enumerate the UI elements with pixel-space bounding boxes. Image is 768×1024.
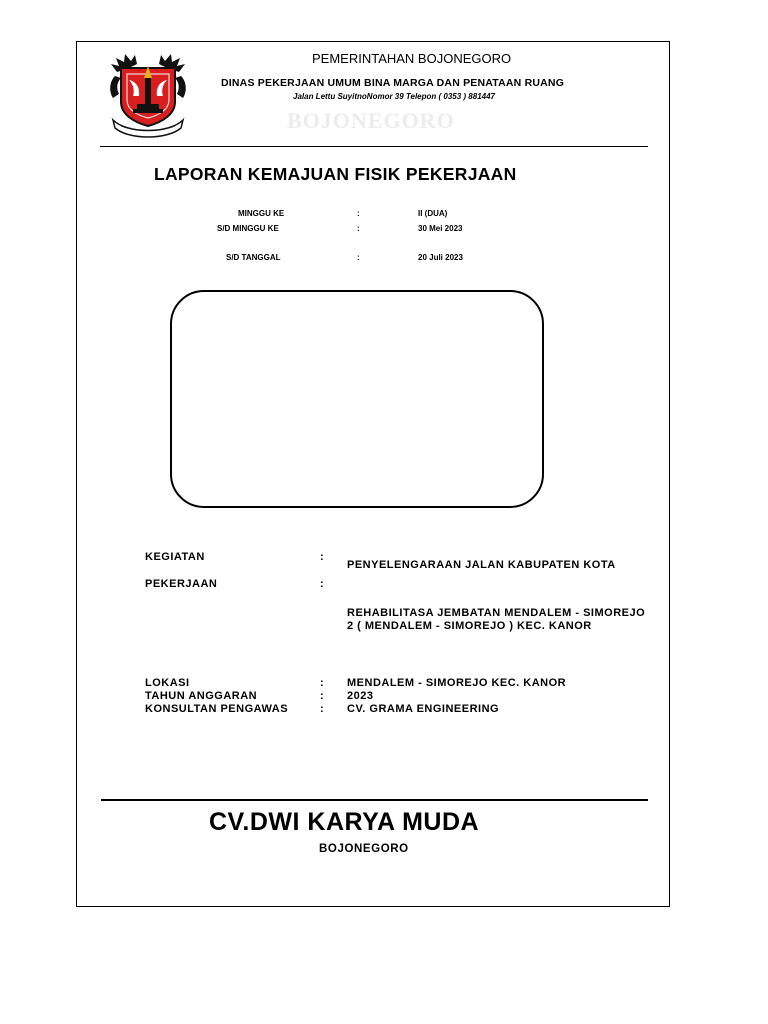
meta-sep-until-week: : [357, 224, 360, 233]
lokasi-value: MENDALEM - SIMOREJO KEC. KANOR [347, 677, 567, 689]
kegiatan-sep: : [320, 551, 325, 563]
kegiatan-label: KEGIATAN [145, 551, 205, 563]
meta-label-until-date: S/D TANGGAL [226, 253, 281, 262]
pekerjaan-value-line2: 2 ( MENDALEM - SIMOREJO ) KEC. KANOR [347, 620, 592, 632]
meta-label-until-week: S/D MINGGU KE [217, 224, 279, 233]
pekerjaan-value-line1: REHABILITASA JEMBATAN MENDALEM - SIMOREJO [347, 607, 646, 619]
company-name: CV.DWI KARYA MUDA [209, 808, 480, 836]
department-address: Jalan Lettu SuyitnoNomor 39 Telepon ( 0353 ) 881447 [293, 92, 495, 101]
tahun-anggaran-label: TAHUN ANGGARAN [145, 690, 258, 702]
footer-divider [101, 799, 648, 801]
company-city: BOJONEGORO [319, 843, 409, 855]
tahun-anggaran-sep: : [320, 690, 325, 702]
konsultan-value: CV. GRAMA ENGINEERING [347, 703, 500, 715]
pekerjaan-sep: : [320, 578, 325, 590]
lokasi-sep: : [320, 677, 325, 689]
meta-sep-until-date: : [357, 253, 360, 262]
department-name: DINAS PEKERJAAN UMUM BINA MARGA DAN PENATAAN RUANG [221, 77, 565, 89]
watermark-text: BOJONEGORO [287, 108, 455, 133]
lokasi-label: LOKASI [145, 677, 190, 689]
bojonegoro-emblem [107, 52, 189, 138]
meta-value-week: II (DUA) [418, 209, 448, 218]
meta-sep-week: : [357, 209, 360, 218]
kegiatan-value: PENYELENGARAAN JALAN KABUPATEN KOTA [347, 559, 616, 571]
tahun-anggaran-value: 2023 [347, 690, 374, 702]
meta-value-until-date: 20 Juli 2023 [418, 253, 463, 262]
photo-placeholder [170, 290, 544, 508]
meta-value-until-week: 30 Mei 2023 [418, 224, 463, 233]
report-title: LAPORAN KEMAJUAN FISIK PEKERJAAN [154, 164, 517, 184]
header-divider [100, 146, 648, 147]
meta-label-week: MINGGU KE [238, 209, 285, 218]
konsultan-sep: : [320, 703, 325, 715]
pekerjaan-label: PEKERJAAN [145, 578, 218, 590]
konsultan-label: KONSULTAN PENGAWAS [145, 703, 289, 715]
government-name: PEMERINTAHAN BOJONEGORO [312, 51, 512, 66]
